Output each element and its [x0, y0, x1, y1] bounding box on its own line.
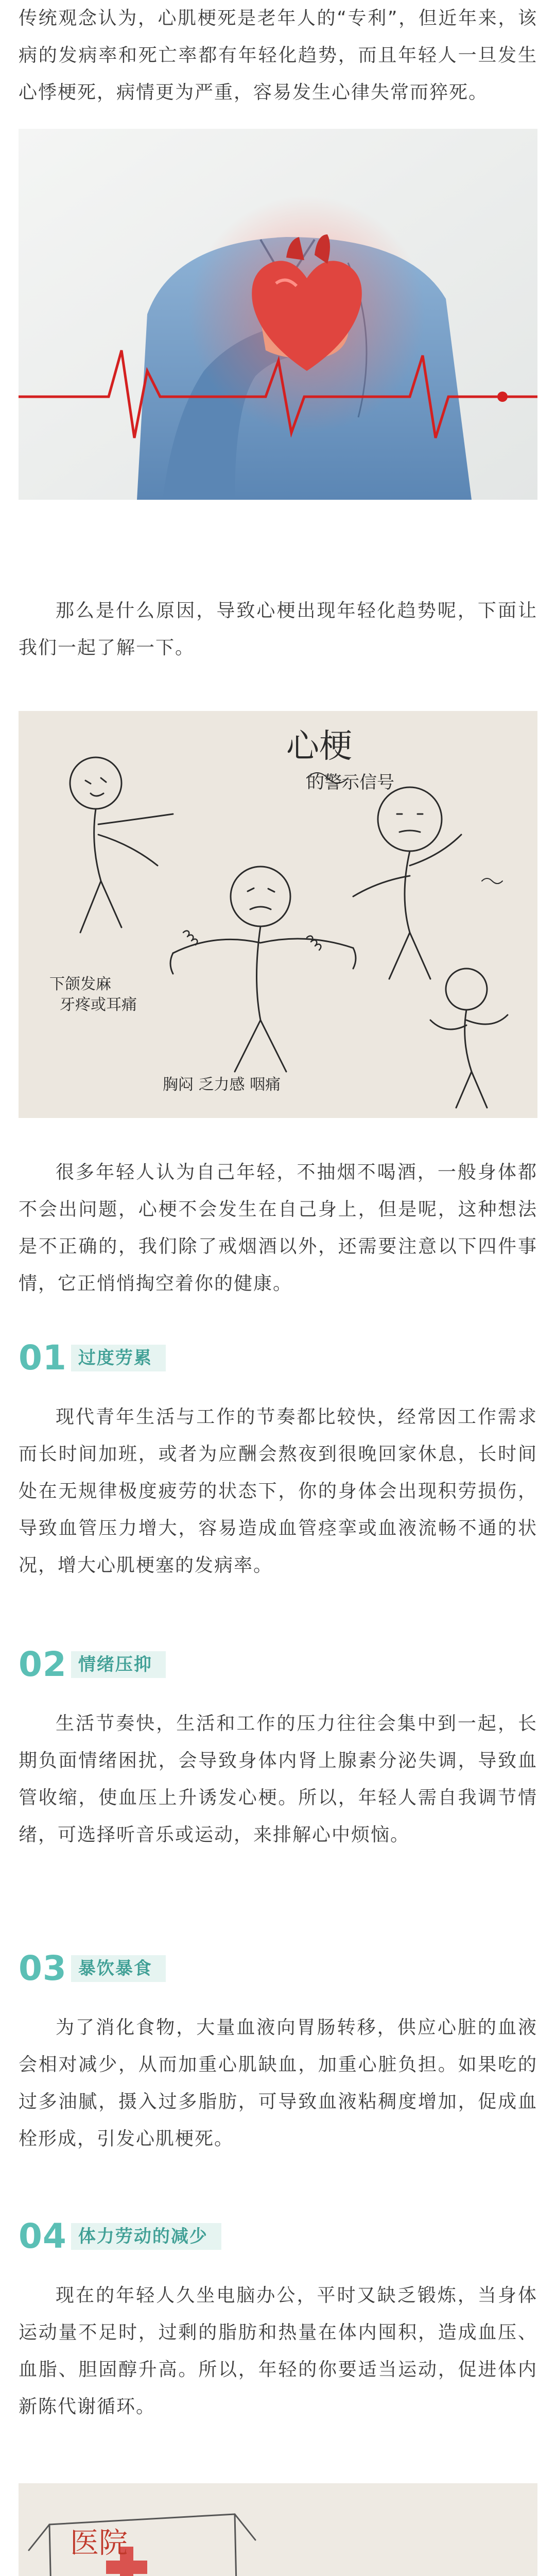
transition-paragraph: 那么是什么原因，导致心梗出现年轻化趋势呢，下面让我们一起了解一下。 [19, 600, 537, 658]
section-number: 04 [19, 2216, 67, 2256]
warning-signs-sketch [19, 711, 537, 1118]
section-heading-03 [19, 1950, 166, 1987]
section-text-01: 现代青年生活与工作的节奏都比较快，经常因工作需求而长时间加班，或者为应酬会熬夜到很晚回家休息，长时间处在无规律极度疲劳的状态下，你的身体会出现积劳损伤，导致血管压力增大，容易造成血管痉挛或血液流畅不通的状况，增大心肌梗塞的发病率。 [19, 1406, 537, 1576]
sketch-subtitle: 的警示信号 [307, 772, 394, 793]
section-number: 03 [19, 1948, 67, 1988]
section-heading-02 [19, 1646, 166, 1683]
section-text-04: 现在的年轻人久坐电脑办公，平时又缺乏锻炼，当身体运动量不足时，过剩的脂肪和热量在体内囤积，造成血压、血脂、胆固醇升高。所以，年轻的你要适当运动，促进体内新陈代谢循环。 [19, 2285, 537, 2417]
sketch-title: 心梗 [286, 727, 352, 766]
heart-attack-photo [19, 129, 537, 500]
section-title: 过度劳累 [71, 1345, 166, 1371]
sketch-label-jaw: 下颌发麻 [49, 975, 111, 993]
section-title: 情绪压抑 [71, 1651, 166, 1678]
sketch-label-symptoms: 胸闷 乏力感 咽痛 [163, 1076, 281, 1094]
section-heading-01 [19, 1340, 166, 1377]
section-text-03: 为了消化食物，大量血液向胃肠转移，供应心脏的血液会相对减少，从而加重心肌缺血，加重心脏负担。如果吃的过多油腻，摄入过多脂肪，可导致血液粘稠度增加，促成血栓形成，引发心肌梗死。 [19, 2017, 537, 2149]
section-number: 01 [19, 1338, 67, 1378]
main-paragraph: 很多年轻人认为自己年轻，不抽烟不喝酒，一般身体都不会出问题，心梗不会发生在自己身上，但是呢，这种想法是不正确的，我们除了戒烟酒以外，还需要注意以下四件事情，它正悄悄掏空着你的健康。 [19, 1162, 537, 1294]
section-text-02: 生活节奏快，生活和工作的压力往往会集中到一起，长期负面情绪困扰，会导致身体内肾上腺素分泌失调，导致血管收缩，使血压上升诱发心梗。所以，年轻人需自我调节情绪，可选择听音乐或运动，来排解心中烦恼。 [19, 1713, 537, 1845]
hospital-sign: 医院 [70, 2527, 128, 2560]
section-title: 暴饮暴食 [71, 1955, 166, 1982]
hospital-ambulance-sketch [19, 2483, 537, 2576]
sketch-label-tooth: 牙疼或耳痛 [60, 996, 137, 1014]
section-title: 体力劳动的减少 [71, 2223, 221, 2250]
intro-paragraph: 传统观念认为，心肌梗死是老年人的“专利”，但近年来，该病的发病率和死亡率都有年轻化趋势，而且年轻人一旦发生心悸梗死，病情更为严重，容易发生心律失常而猝死。 [19, 8, 537, 103]
section-number: 02 [19, 1645, 67, 1684]
section-heading-04 [19, 2218, 221, 2255]
